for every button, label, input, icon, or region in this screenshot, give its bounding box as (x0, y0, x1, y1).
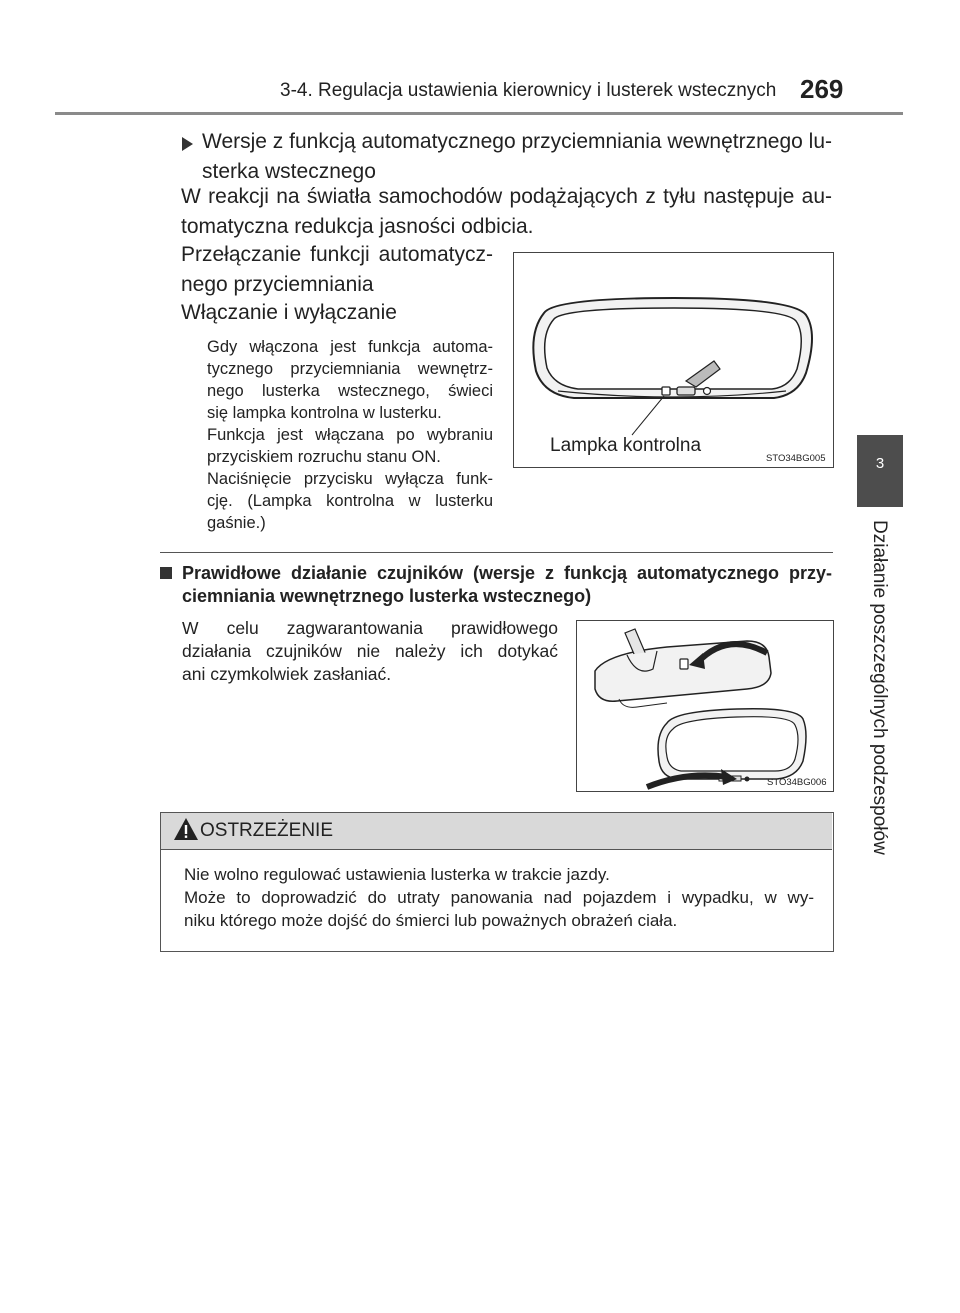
desc-line: przyciskiem rozruchu stanu ON. (207, 448, 441, 466)
warning-line: niku którego może dojść do śmierci lub poważnych obrażeń ciała. (184, 911, 678, 930)
indicator-lamp-callout: Lampka kontrolna (550, 435, 702, 456)
sensor-body (182, 617, 558, 686)
desc-line: gaśnie.) (207, 514, 266, 532)
onoff-heading: Włączanie i wyłączanie (181, 301, 397, 324)
warning-line: Nie wolno regulować ustawienia lusterka w trakcie jazdy. (184, 865, 610, 884)
section-intro (181, 182, 832, 242)
page-number: 269 (800, 74, 844, 104)
section-heading-line: sterka wstecznego (202, 160, 376, 183)
sensor-heading (182, 562, 832, 608)
warning-text (184, 863, 814, 932)
section-heading (202, 127, 832, 187)
switch-heading (181, 240, 493, 300)
sensor-body-line: W celu zagwarantowania prawidłowego (182, 618, 558, 638)
desc-line: Naciśnięcie przycisku wyłącza funk- (207, 470, 493, 488)
figure-mirror-indicator (513, 252, 834, 468)
sensor-body-line: działania czujników nie należy ich dotykać (182, 641, 558, 661)
switch-line: nego przyciemniania (181, 273, 374, 296)
desc-line: tycznego przyciemniania wewnętrz- (207, 360, 493, 378)
square-bullet-icon (160, 567, 172, 579)
chapter-side-label: Działanie poszczególnych podzespołów (869, 520, 890, 855)
section-heading-line: Wersje z funkcją automatycznego przyciemniania wewnętrznego lu- (202, 130, 832, 153)
onoff-description (207, 336, 493, 534)
desc-line: się lampka kontrolna w lusterku. (207, 404, 442, 422)
switch-line: Przełączanie funkcji automatycz- (181, 243, 493, 266)
sensor-body-line: ani czymkolwiek zasłaniać. (182, 664, 392, 684)
figure-code: STO34BG006 (767, 777, 827, 788)
triangle-bullet-icon (182, 137, 193, 151)
desc-line: Funkcja jest włączana po wybraniu (207, 426, 493, 444)
warning-title: OSTRZEŻENIE (200, 820, 334, 841)
mirror-sensors-illustration (577, 621, 833, 791)
sensor-heading-line: ciemniania wewnętrznego lusterka wstecznego) (182, 586, 592, 606)
warning-line: Może to doprowadzić do utraty panowania nad pojazdem i wypadku, w wy- (184, 888, 814, 907)
section-divider (160, 552, 833, 553)
figure-code: STO34BG005 (766, 453, 826, 464)
sensor-heading-line: Prawidłowe działanie czujników (wersje z funkcją automatycznego przy- (182, 563, 832, 583)
intro-line: W reakcji na światła samochodów podążających z tyłu następuje au- (181, 185, 832, 208)
desc-line: Gdy włączona jest funkcja automa- (207, 338, 493, 356)
chapter-title: 3-4. Regulacja ustawienia kierownicy i lusterek wstecznych (280, 80, 777, 101)
intro-line: tomatyczna redukcja jasności odbicia. (181, 215, 534, 238)
warning-triangle-icon (173, 816, 199, 842)
header-rule (55, 112, 903, 115)
figure-sensors (576, 620, 834, 792)
desc-line: nego lusterka wstecznego, świeci (207, 382, 493, 400)
desc-line: cję. (Lampka kontrolna w lusterku (207, 492, 493, 510)
chapter-tab-number: 3 (875, 455, 885, 472)
